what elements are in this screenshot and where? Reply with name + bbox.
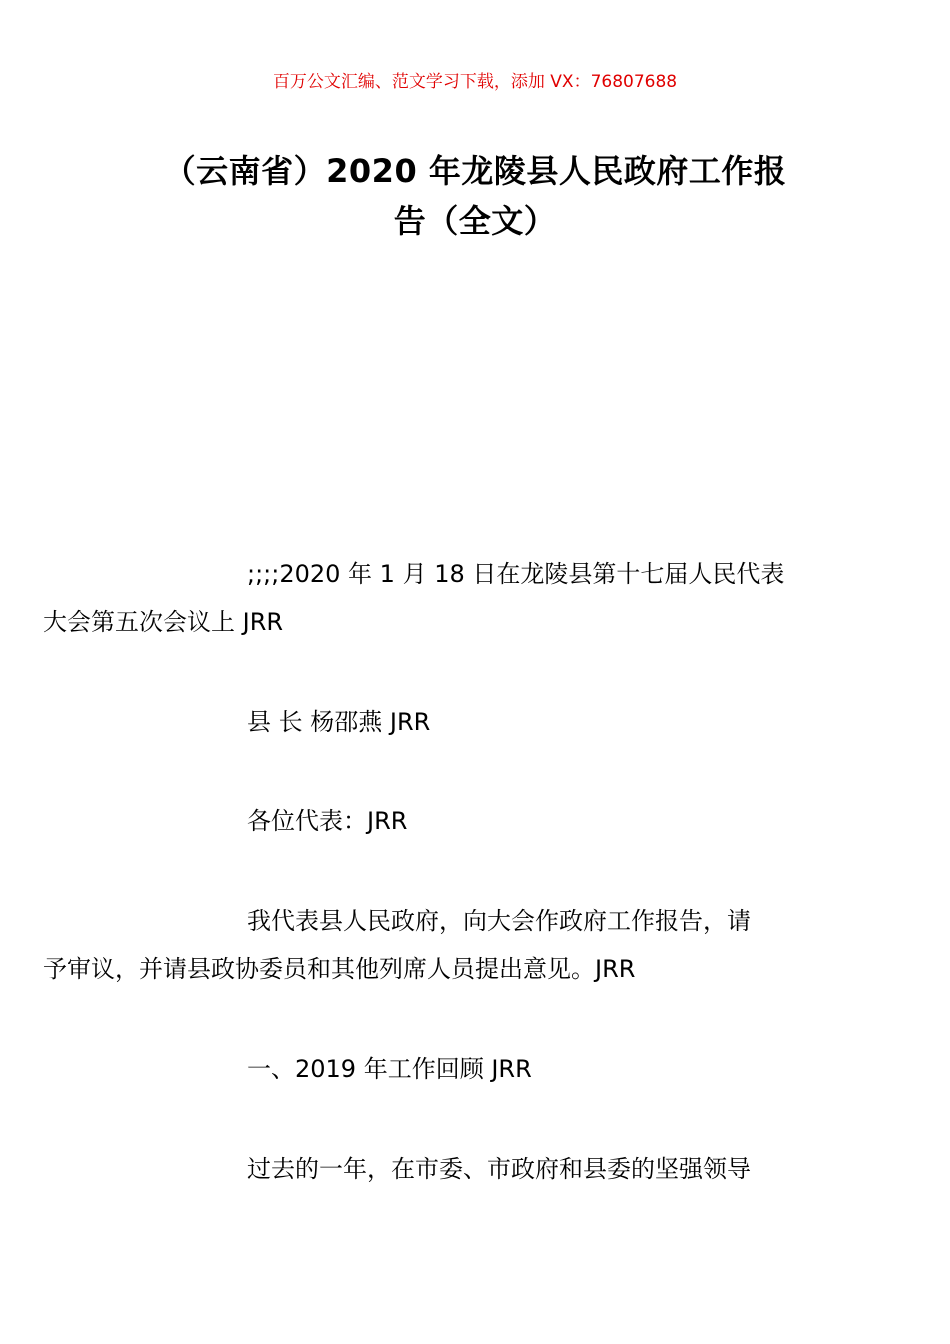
section-heading-review — [145, 1045, 810, 1093]
header-watermark-note: 百万公文汇编、范文学习下载，添加 VX：76807688 — [272, 72, 678, 92]
paragraph-salutation — [145, 797, 810, 845]
paragraph-intro — [43, 897, 810, 993]
paragraph-line: 县 长 杨邵燕 JRR — [247, 708, 431, 736]
paragraph-speaker — [145, 698, 810, 746]
paragraph-line: 各位代表：JRR — [247, 807, 408, 835]
paragraph-line: 予审议，并请县政协委员和其他列席人员提出意见。JRR — [43, 955, 636, 983]
title-line-1: （云南省）2020 年龙陵县人民政府工作报 — [163, 152, 787, 190]
paragraph-line: 大会第五次会议上 JRR — [43, 608, 284, 636]
document-title — [135, 146, 815, 246]
paragraph-meeting-info — [43, 550, 810, 646]
paragraph-line: ;;;;2020 年 1 月 18 日在龙陵县第十七届人民代表 — [247, 560, 785, 588]
paragraph-line: 一、2019 年工作回顾 JRR — [247, 1055, 532, 1083]
paragraph-review-start — [145, 1145, 810, 1193]
paragraph-line: 过去的一年，在市委、市政府和县委的坚强领导 — [247, 1155, 751, 1183]
paragraph-line: 我代表县人民政府，向大会作政府工作报告，请 — [247, 907, 751, 935]
title-line-2: 告（全文） — [393, 202, 557, 240]
